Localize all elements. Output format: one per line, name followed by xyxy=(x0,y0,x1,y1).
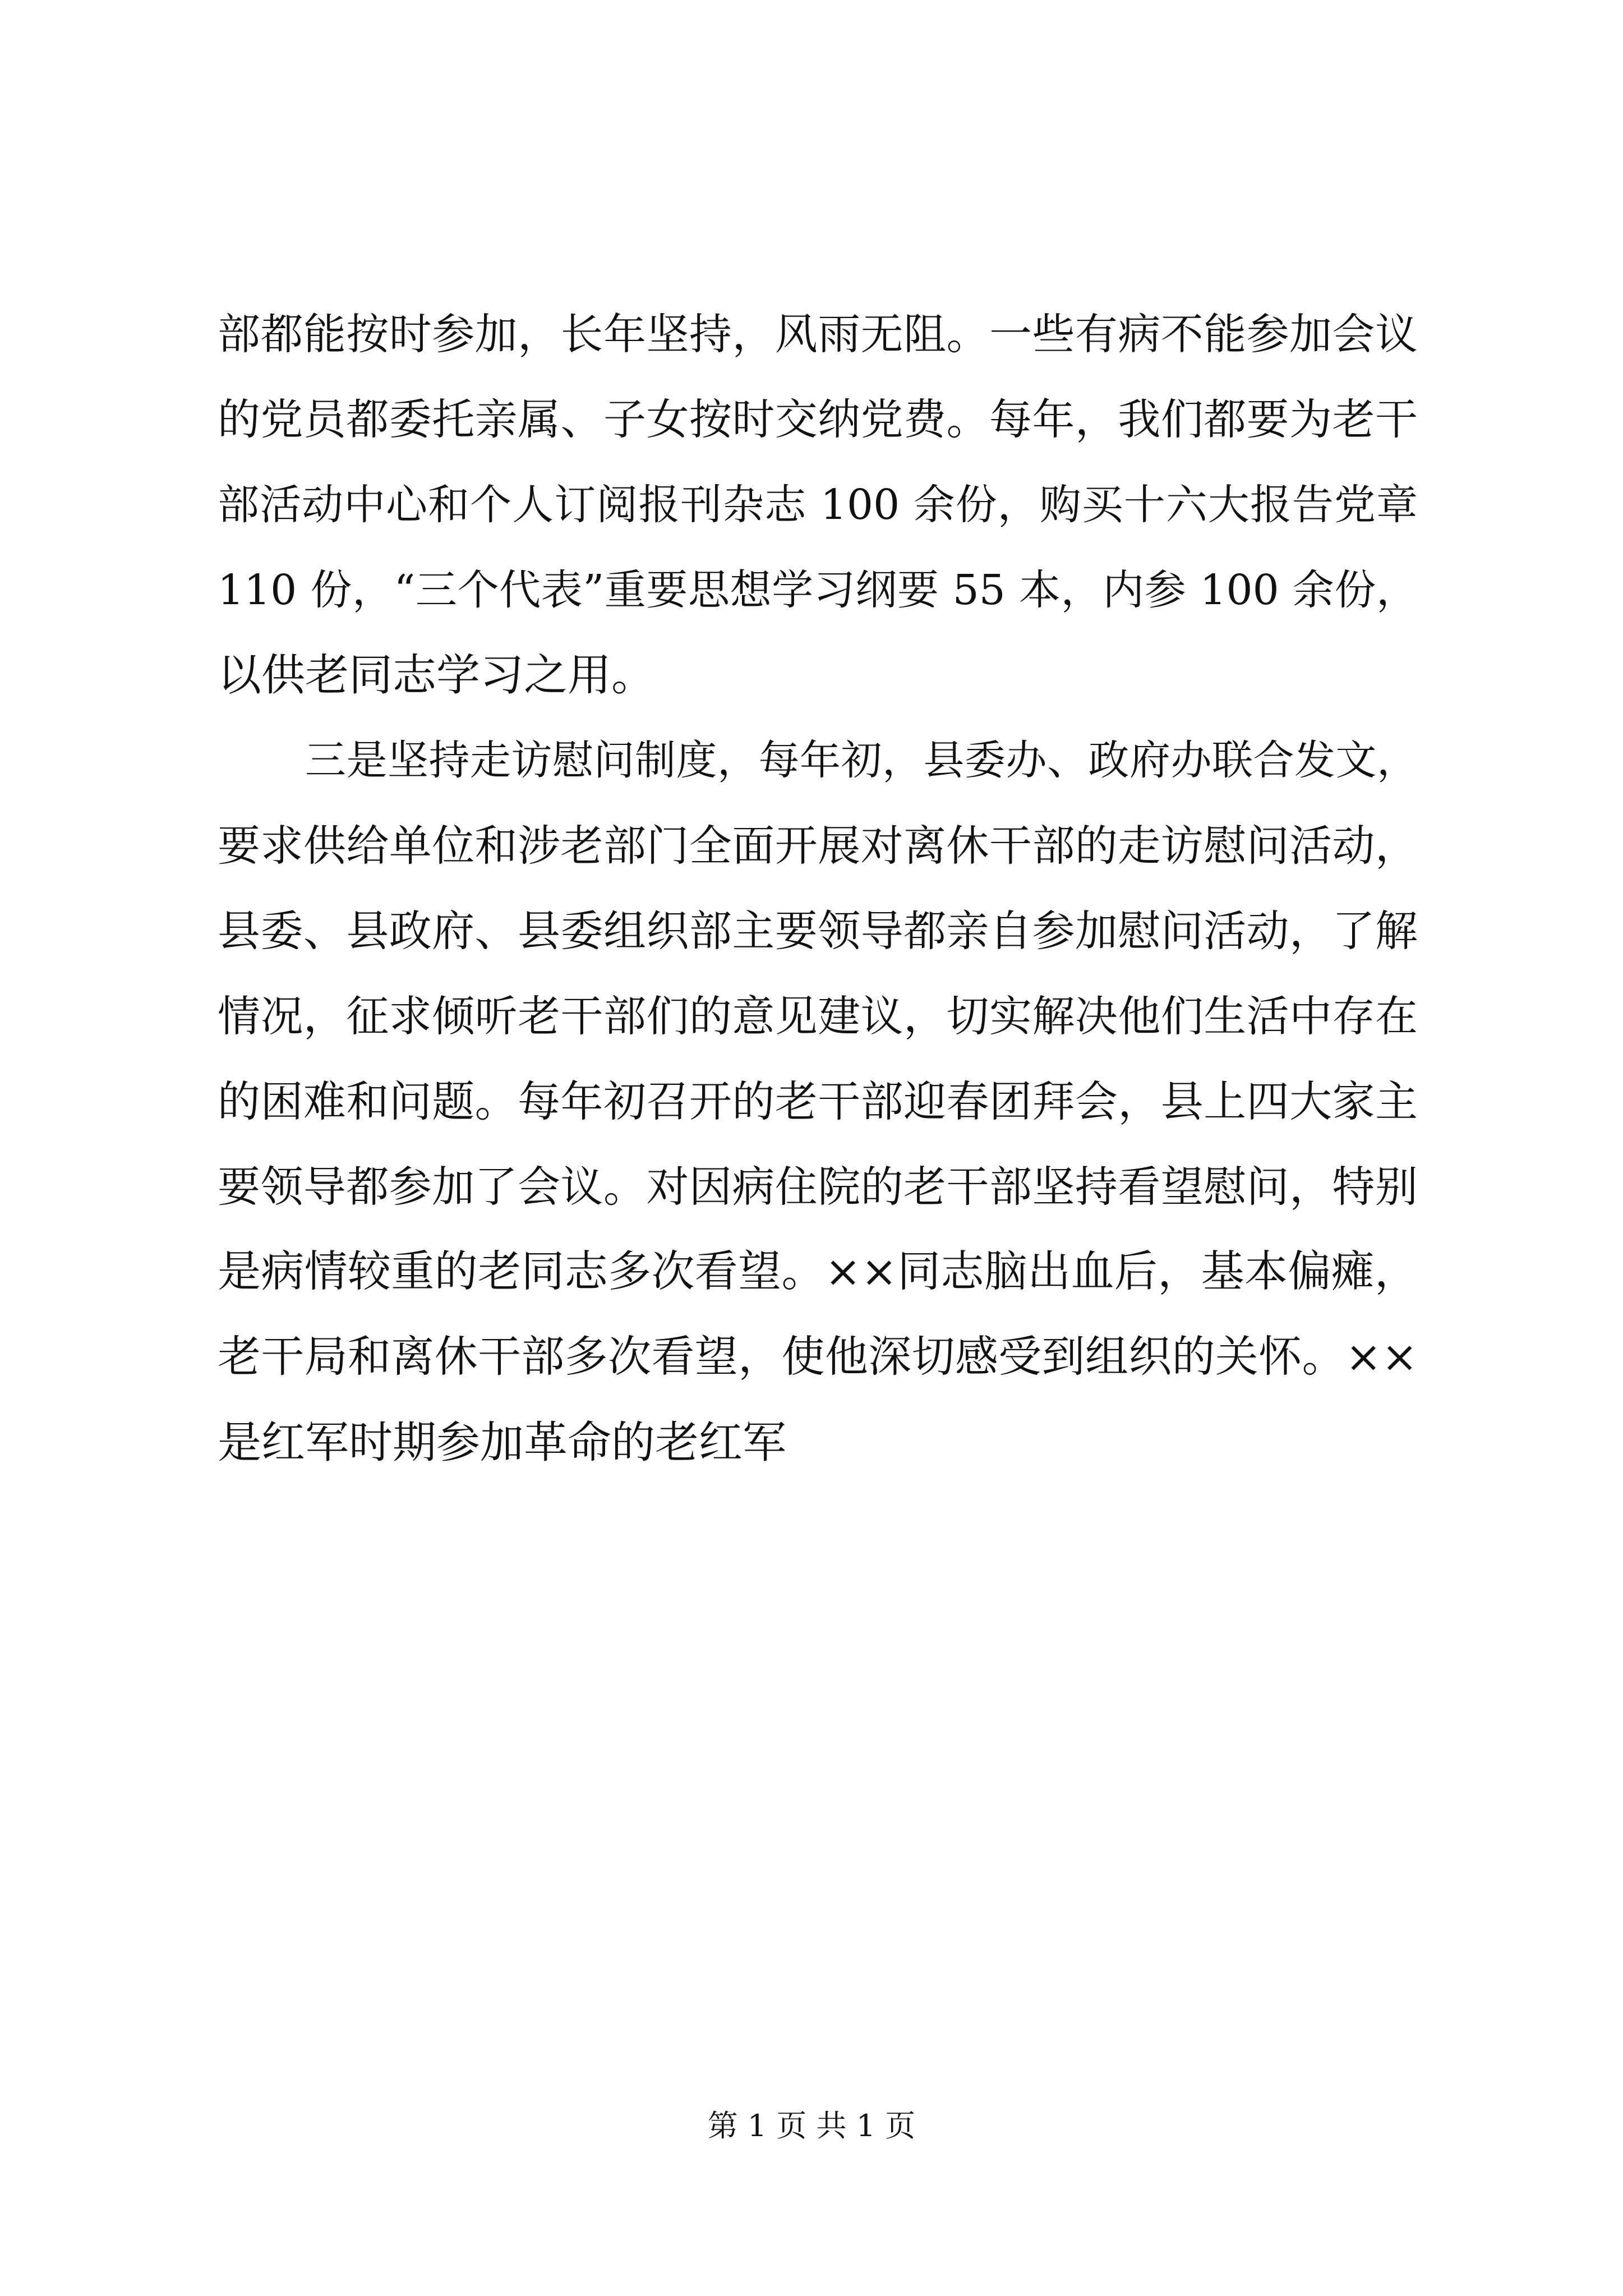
text-line: 的党员都委托亲属、子女按时交纳党费。每年，我们都要为老干 xyxy=(218,394,1418,444)
body-text xyxy=(218,292,1418,1485)
text-line: 要求供给单位和涉老部门全面开展对离休干部的走访慰问活动， xyxy=(218,821,1418,871)
text-line: 110 份，“三个代表”重要思想学习纲要 55 本，内参 100 余份， xyxy=(218,566,1418,614)
text-line: 以供老同志学习之用。 xyxy=(218,650,656,701)
text-line: 的困难和问题。每年初召开的老干部迎春团拜会，县上四大家主 xyxy=(218,1076,1418,1126)
text-line: 三是坚持走访慰问制度，每年初，县委办、政府办联合发文， xyxy=(305,737,1418,784)
text-line: 要领导都参加了会议。对因病住院的老干部坚持看望慰问，特别 xyxy=(218,1162,1418,1212)
text-line: 部都能按时参加，长年坚持，风雨无阻。一些有病不能参加会议 xyxy=(218,309,1418,359)
page-number-label: 第 1 页 共 1 页 xyxy=(707,2108,916,2143)
text-line: 老干局和离休干部多次看望，使他深切感受到组织的关怀。×× xyxy=(218,1332,1418,1382)
text-line: 是红军时期参加革命的老红军 xyxy=(218,1418,787,1468)
text-line: 是病情较重的老同志多次看望。××同志脑出血后，基本偏瘫， xyxy=(218,1247,1418,1297)
text-line: 部活动中心和个人订阅报刊杂志 100 余份，购买十六大报告党章 xyxy=(218,481,1418,529)
page-footer xyxy=(0,2104,1623,2148)
text-line: 情况，征求倾听老干部们的意见建议，切实解决他们生活中存在 xyxy=(218,991,1418,1041)
text-line: 县委、县政府、县委组织部主要领导都亲自参加慰问活动，了解 xyxy=(218,906,1418,956)
